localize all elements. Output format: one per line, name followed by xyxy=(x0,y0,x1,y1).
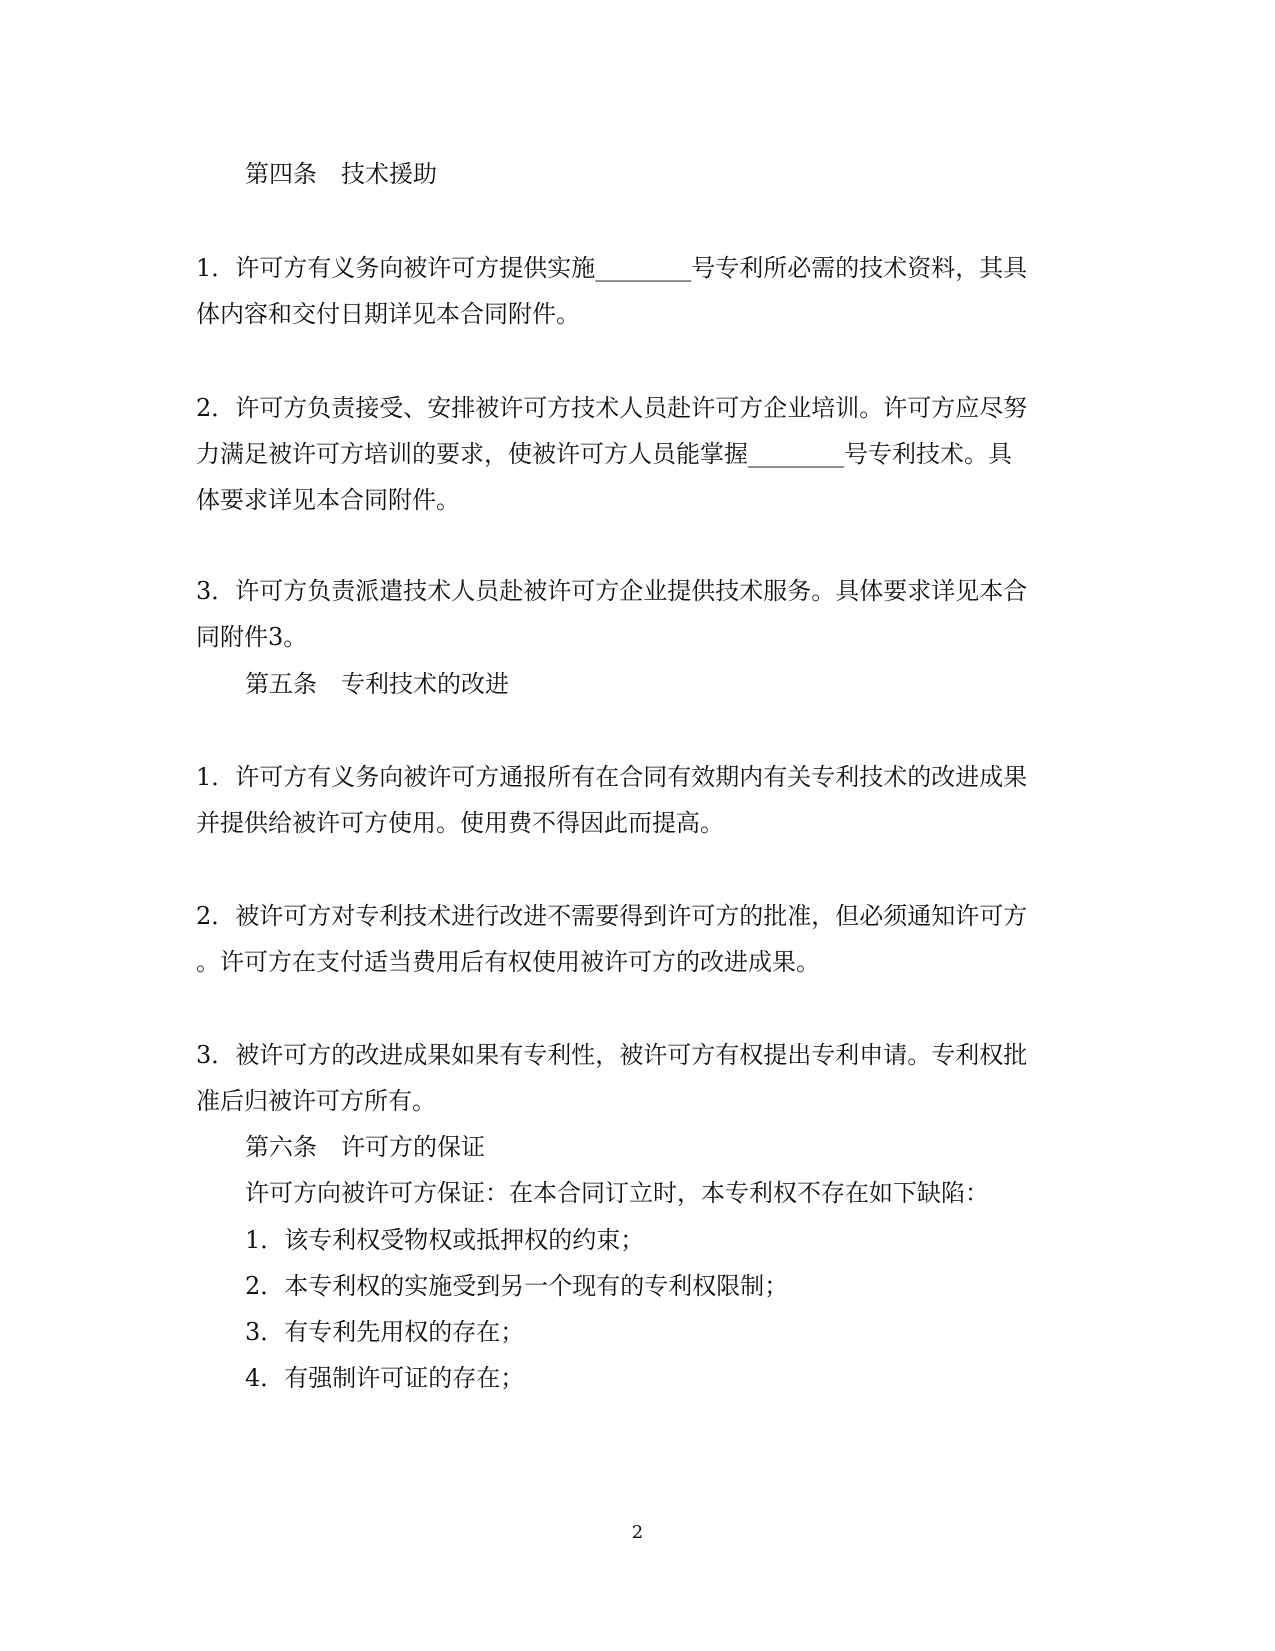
article4-item2-line2: 力满足被许可方培训的要求，使被许可方人员能掌握________号专利技术。具 xyxy=(196,440,1012,468)
article4-item1-line1: 1．许可方有义务向被许可方提供实施________号专利所必需的技术资料，其具 xyxy=(196,254,1028,282)
article5-heading: 第五条 专利技术的改进 xyxy=(245,670,509,698)
article4-item3-line2: 同附件3。 xyxy=(196,623,308,651)
article5-item1-line1: 1．许可方有义务向被许可方通报所有在合同有效期内有关专利技术的改进成果 xyxy=(196,763,1028,791)
article4-item2-line3: 体要求详见本合同附件。 xyxy=(196,486,460,514)
article6-heading: 第六条 许可方的保证 xyxy=(245,1133,485,1161)
article6-intro: 许可方向被许可方保证：在本合同订立时，本专利权不存在如下缺陷： xyxy=(245,1179,989,1207)
article5-item2-line1: 2．被许可方对专利技术进行改进不需要得到许可方的批准，但必须通知许可方 xyxy=(196,902,1028,930)
article4-item2-line1: 2．许可方负责接受、安排被许可方技术人员赴许可方企业培训。许可方应尽努 xyxy=(196,394,1028,422)
article5-item2-line2: 。许可方在支付适当费用后有权使用被许可方的改进成果。 xyxy=(196,948,820,976)
article6-item-2: 2．本专利权的实施受到另一个现有的专利权限制； xyxy=(245,1272,789,1300)
article6-item-3: 3．有专利先用权的存在； xyxy=(245,1318,525,1346)
article5-item1-line2: 并提供给被许可方使用。使用费不得因此而提高。 xyxy=(196,809,724,837)
article4-item3-line1: 3．许可方负责派遣技术人员赴被许可方企业提供技术服务。具体要求详见本合 xyxy=(196,577,1028,605)
article4-heading: 第四条 技术援助 xyxy=(245,160,437,188)
page-number: 2 xyxy=(631,1522,644,1543)
article5-item3-line1: 3．被许可方的改进成果如果有专利性，被许可方有权提出专利申请。专利权批 xyxy=(196,1041,1028,1069)
article6-item-4: 4．有强制许可证的存在； xyxy=(245,1364,525,1392)
article6-item-1: 1．该专利权受物权或抵押权的约束； xyxy=(245,1226,645,1254)
article5-item3-line2: 准后归被许可方所有。 xyxy=(196,1087,436,1115)
article4-item1-line2: 体内容和交付日期详见本合同附件。 xyxy=(196,300,580,328)
